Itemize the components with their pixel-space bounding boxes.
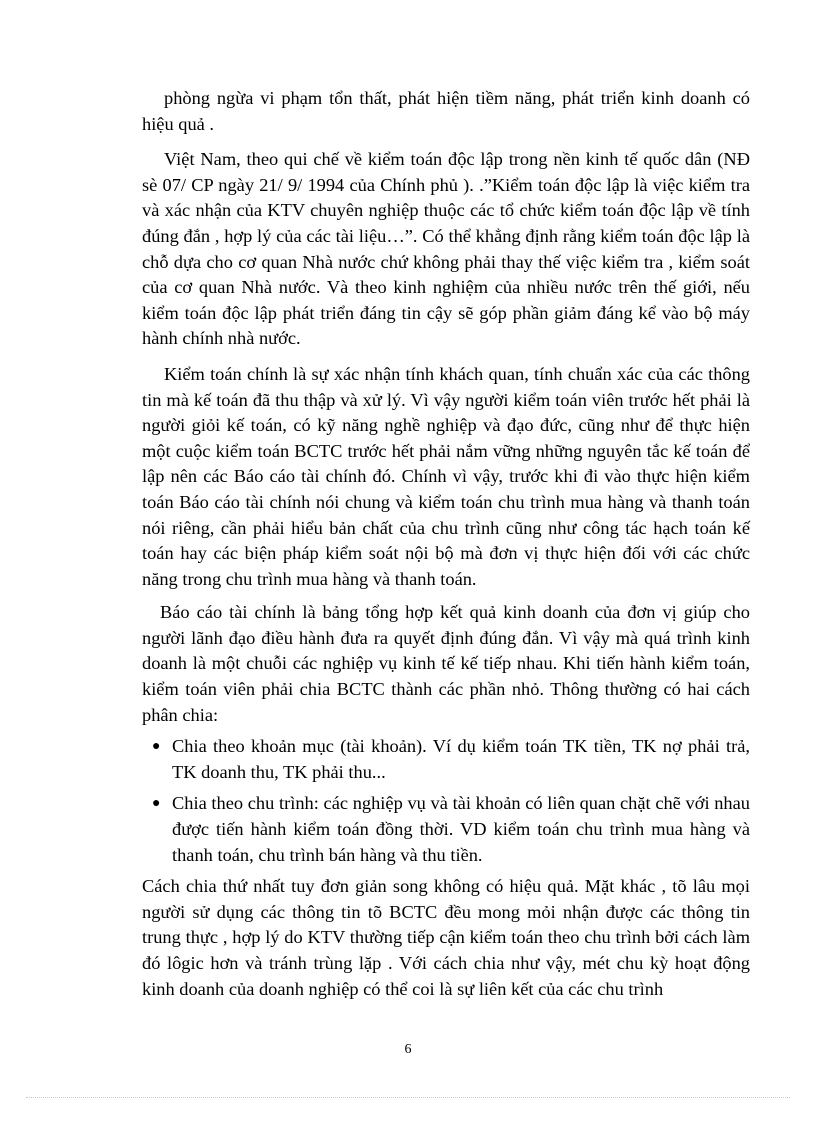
document-body	[142, 86, 750, 1002]
bullet-icon: ●	[152, 739, 161, 755]
paragraph-closing: Cách chia thứ nhất tuy đơn giản song không có hiệu quả. Mặt khác , tõ lâu mọi người sử dụng các thông tin tõ BCTC đều mong mỏi nhận được các thông tin trung thực , hợp lý do KTV thường tiếp cận kiểm toán theo chu trình bởi cách làm đó lôgic hơn và tránh trùng lặp . Với cách chia như vậy, mét chu kỳ hoạt động kinh doanh của doanh nghiệp có thể coi là sự liên kết của các chu trình	[142, 876, 750, 999]
bullet-icon: ●	[152, 796, 161, 812]
paragraph-audit-definition: Kiểm toán chính là sự xác nhận tính khách quan, tính chuẩn xác của các thông tin mà kế toán đã thu thập và xử lý. Vì vậy người kiểm toán viên trước hết phải là người giỏi kế toán, có kỹ năng nghề nghiệp và đạo đức, cũng như để thực hiện một cuộc kiểm toán BCTC trước hết phải nắm vững những nguyên tắc kế toán để lập nên các Báo cáo tài chính đó. Chính vì vậy, trước khi đi vào thực hiện kiểm toán Báo cáo tài chính nói chung và kiểm toán chu trình mua hàng và thanh toán nói riêng, cần phải hiểu bản chất của chu trình cũng như công tác hạch toán kế toán hay các biện pháp kiểm soát nội bộ mà đơn vị thực hiện đối với các chức năng trong chu trình mua hàng và thanh toán.	[142, 363, 750, 589]
list-item	[142, 734, 750, 785]
page-number: 6	[404, 1042, 412, 1057]
paragraph-intro: phòng ngừa vi phạm tổn thất, phát hiện tiềm năng, phát triển kinh doanh có hiệu quả .	[142, 88, 750, 134]
division-methods-list	[142, 734, 750, 868]
paragraph-vietnam-audit: Việt Nam, theo qui chế về kiểm toán độc lập trong nền kinh tế quốc dân (NĐ sè 07/ CP ngày 21/ 9/ 1994 của Chính phủ ). .”Kiểm toán độc lập là việc kiểm tra và xác nhận của KTV chuyên nghiệp thuộc các tổ chức kiểm toán độc lập về tính đúng đắn , hợp lý của các tài liệu…”. Có thể khẳng định rằng kiểm toán độc lập là chỗ dựa cho cơ quan Nhà nước chứ không phải thay thế việc kiểm tra , kiểm soát của cơ quan Nhà nước. Và theo kinh nghiệm của nhiều nước trên thế giới, nếu kiểm toán độc lập phát triển đáng tin cậy sẽ góp phần giảm đáng kể vào bộ máy hành chính nhà nước.	[142, 149, 750, 349]
list-item-text: Chia theo khoản mục (tài khoản). Ví dụ kiểm toán TK tiền, TK nợ phải trả, TK doanh thu, TK phải thu...	[172, 736, 750, 782]
list-item-text: Chia theo chu trình: các nghiệp vụ và tài khoản có liên quan chặt chẽ với nhau được tiến hành kiểm toán đồng thời. VD kiểm toán chu trình mua hàng và thanh toán, chu trình bán hàng và thu tiền.	[172, 793, 750, 865]
list-item	[142, 791, 750, 868]
footer-divider	[26, 1097, 790, 1098]
paragraph-financial-statements: Báo cáo tài chính là bảng tổng hợp kết quả kinh doanh của đơn vị giúp cho người lãnh đạo điều hành đưa ra quyết định đúng đắn. Vì vậy mà quá trình kinh doanh là một chuỗi các nghiệp vụ kinh tế kế tiếp nhau. Khi tiến hành kiểm toán, kiểm toán viên phải chia BCTC thành các phần nhỏ. Thông thường có hai cách phân chia:	[142, 602, 750, 725]
